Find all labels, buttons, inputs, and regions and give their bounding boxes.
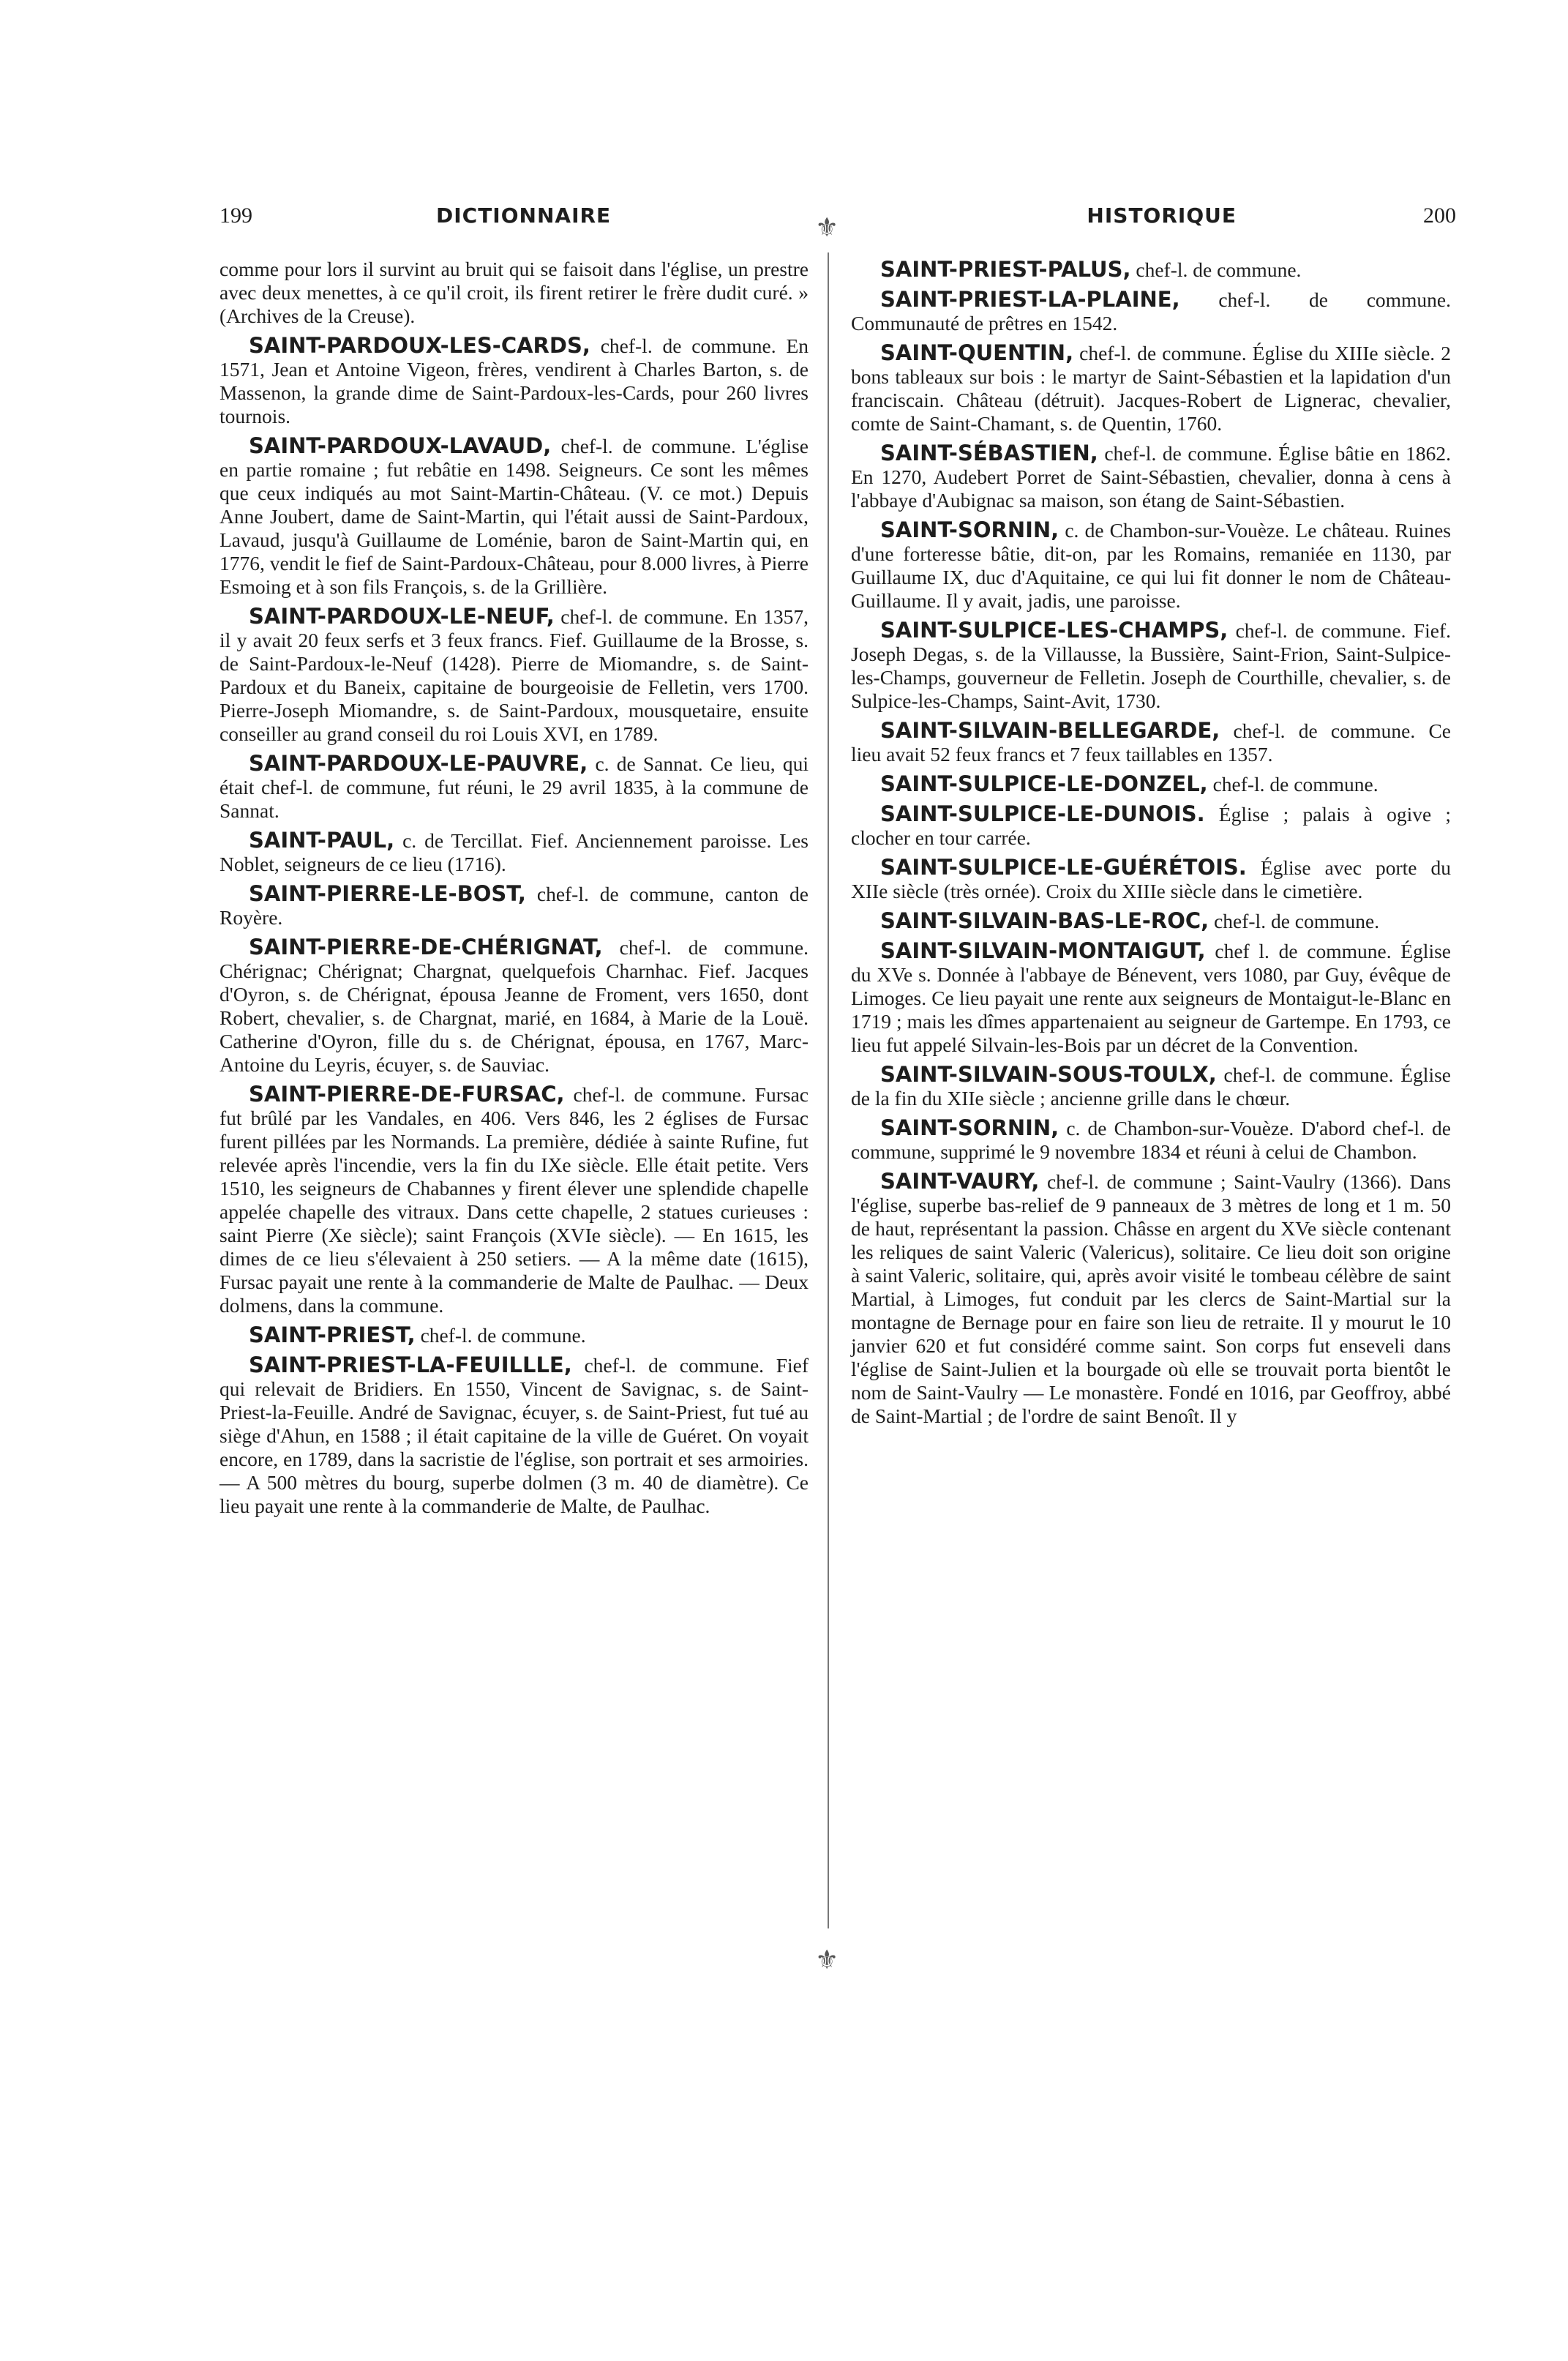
running-head-left: DICTIONNAIRE bbox=[436, 203, 612, 228]
entry-headword: SAINT-PRIEST-LA-PLAINE, bbox=[880, 287, 1180, 312]
entry-text: chef-l. de commune. Communauté de prêtres en 1542. bbox=[851, 288, 1452, 334]
fleur-de-lis-ornament-top: ⚜ bbox=[815, 213, 839, 243]
running-head-right: HISTORIQUE bbox=[1087, 203, 1237, 228]
dictionary-entry bbox=[851, 719, 1451, 766]
entry-text: chef-l. de commune. En 1357, il y avait 20 feux serfs et 3 feux francs. Fief. Guillaume de la Brosse, s. de Saint-Pardoux-le-Neuf (1428). Pierre de Miomandre, s. de Saint-Pardoux et du Baneix, capitaine de bourgeoisie de Felletin, vers 1700. Pierre-Joseph Miomandre, s. de Saint-Pardoux, mousquetaire, ensuite conseiller au grand conseil du roi Louis XVI, en 1789. bbox=[220, 605, 809, 745]
dictionary-entry bbox=[220, 935, 809, 1077]
entry-headword: SAINT-PIERRE-DE-FURSAC, bbox=[249, 1082, 565, 1107]
entry-text: c. de Chambon-sur-Vouèze. Le château. Ruines d'une forteresse bâtie, dit-on, par les Romains, remaniée en 1130, par Guillaume IX, duc d'Aquitaine, ce qui lui fit donner le nom de Château-Guillaume. Il y avait, jadis, une paroisse. bbox=[851, 519, 1451, 612]
page-number-left: 199 bbox=[220, 203, 252, 228]
dictionary-entry bbox=[220, 828, 809, 876]
column-divider bbox=[828, 252, 829, 1928]
dictionary-entry bbox=[220, 1082, 809, 1317]
entry-headword: SAINT-PARDOUX-LE-NEUF, bbox=[249, 604, 555, 629]
entry-text: chef-l. de commune. Ce lieu avait 52 feux francs et 7 feux taillables en 1357. bbox=[851, 719, 1451, 766]
entry-headword: SAINT-PIERRE-DE-CHÉRIGNAT, bbox=[249, 935, 603, 959]
entry-text: chef-l. de commune. Fursac fut brûlé par les Vandales, en 406. Vers 846, les 2 églises de Fursac furent pillées par les Normands. La première, dédiée à sainte Rufine, fut relevée après l'incendie, vers la fin du IXe siècle. Elle était petite. Vers 1510, les seigneurs de Chabannes y firent élever une splendide chapelle appelée chapelle des vitraux. Dans cette chapelle, 2 statues curieuses : saint Pierre (Xe siècle); saint François (XVIe siècle). — En 1615, les dimes de ce lieu s'élevaient à 250 setiers. — A la même date (1615), Fursac payait une rente à la commanderie de Malte de Paulhac. — Deux dolmens, dans la commune. bbox=[220, 1083, 809, 1317]
entry-headword: SAINT-PARDOUX-LAVAUD, bbox=[249, 433, 552, 458]
page-number-right: 200 bbox=[1423, 203, 1456, 228]
entry-headword: SAINT-SULPICE-LE-GUÉRÉTOIS. bbox=[880, 855, 1247, 880]
entry-text: chef-l. de commune. Fief qui relevait de Bridiers. En 1550, Vincent de Savignac, s. de Saint-Priest-la-Feuille. André de Savignac, écuyer, s. de Saint-Priest, fut tué au siège d'Ahun, en 1588 ; il était capitaine de la ville de Guéret. On voyait encore, en 1789, dans la sacristie de l'église, son portrait et ses armoiries. — A 500 mètres du bourg, superbe dolmen (3 m. 40 de diamètre). Ce lieu payait une rente à la commanderie de Malte, de Paulhac. bbox=[220, 1354, 809, 1517]
entry-text: chef-l. de commune. Fief. Joseph Degas, s. de la Villausse, la Bussière, Saint-Frion, Saint-Sulpice-les-Champs, gouverneur de Felletin. Joseph de Courthille, chevalier, s. de Sulpice-les-Champs, Saint-Avit, 1730. bbox=[851, 619, 1451, 712]
entry-text: chef-l. de commune. Chérignac; Chérignat; Chargnat, quelquefois Charnhac. Fief. Jacques d'Oyron, s. de Chérignat, épousa Jeanne de Froment, vers 1650, dont Robert, chevalier, s. de Chargnat, marié, en 1684, à Marie de la Louë. Catherine d'Oyron, fille du s. de Chérignat, épousa, en 1767, Marc-Antoine du Leyris, écuyer, s. de Sauviac. bbox=[220, 936, 809, 1076]
entry-headword: SAINT-SILVAIN-SOUS-TOULX, bbox=[880, 1062, 1217, 1087]
entry-text: c. de Chambon-sur-Vouèze. D'abord chef-l. de commune, supprimé le 9 novembre 1834 et réuni à celui de Chambon. bbox=[851, 1117, 1451, 1163]
entry-text: c. de Tercillat. Fief. Anciennement paroisse. Les Noblet, seigneurs de ce lieu (1716). bbox=[220, 829, 809, 875]
dictionary-entry bbox=[220, 434, 809, 599]
dictionary-entry bbox=[851, 441, 1451, 512]
entry-headword: SAINT-SORNIN, bbox=[880, 517, 1059, 542]
dictionary-entry bbox=[851, 856, 1451, 903]
dictionary-entry bbox=[851, 258, 1451, 282]
dictionary-entry bbox=[851, 341, 1451, 435]
dictionary-entry bbox=[851, 518, 1451, 613]
entry-text: chef l. de commune. Église du XVe s. Donnée à l'abbaye de Bénevent, vers 1080, par Guy, évêque de Limoges. Ce lieu payait une rente aux seigneurs de Montaigut-le-Blanc en 1719 ; mais les dîmes appartenaient au seigneur de Gartempe. En 1793, ce lieu fut appelé Silvain-les-Bois par un décret de la Convention. bbox=[851, 940, 1451, 1056]
fleur-de-lis-ornament-bottom: ⚜ bbox=[815, 1945, 839, 1975]
dictionary-entry bbox=[851, 1116, 1451, 1164]
entry-headword: SAINT-SÉBASTIEN, bbox=[880, 441, 1098, 465]
dictionary-entry bbox=[851, 802, 1451, 850]
entry-text: chef-l. de commune. bbox=[1212, 773, 1378, 796]
dictionary-entry bbox=[851, 939, 1451, 1057]
dictionary-entry bbox=[851, 618, 1451, 713]
left-column bbox=[220, 258, 809, 1524]
dictionary-entry bbox=[220, 1323, 809, 1347]
entry-headword: SAINT-SULPICE-LES-CHAMPS, bbox=[880, 618, 1228, 643]
entry-text: Église avec porte du XIIe siècle (très ornée). Croix du XIIIe siècle dans le cimetière. bbox=[851, 856, 1452, 902]
entry-headword: SAINT-VAURY, bbox=[880, 1169, 1040, 1194]
entry-headword: SAINT-QUENTIN, bbox=[880, 340, 1074, 365]
dictionary-entry bbox=[220, 258, 809, 328]
dictionary-entry bbox=[220, 1353, 809, 1518]
entry-headword: SAINT-PRIEST-LA-FEUILLLE, bbox=[249, 1352, 572, 1377]
entry-headword: SAINT-PAUL, bbox=[249, 828, 395, 853]
dictionary-entry bbox=[220, 882, 809, 929]
right-column bbox=[851, 258, 1451, 1434]
entry-text: chef-l. de commune. bbox=[420, 1324, 586, 1347]
dictionary-entry bbox=[220, 752, 809, 823]
entry-text: chef-l. de commune. bbox=[1136, 258, 1302, 281]
entry-headword: SAINT-PARDOUX-LE-PAUVRE, bbox=[249, 751, 588, 776]
entry-headword: SAINT-SILVAIN-MONTAIGUT, bbox=[880, 938, 1206, 963]
dictionary-entry bbox=[851, 772, 1451, 796]
entry-headword: SAINT-PIERRE-LE-BOST, bbox=[249, 881, 526, 906]
dictionary-entry bbox=[851, 1063, 1451, 1110]
entry-text: Église ; palais à ogive ; clocher en tour carrée. bbox=[851, 803, 1451, 849]
entry-headword: SAINT-SILVAIN-BELLEGARDE, bbox=[880, 718, 1220, 743]
entry-text: c. de Sannat. Ce lieu, qui était chef-l. de commune, fut réuni, le 29 avril 1835, à la commune de Sannat. bbox=[220, 752, 809, 822]
entry-text: chef-l. de commune. Église bâtie en 1862. En 1270, Audebert Porret de Saint-Sébastien, chevalier, donna à cens à l'abbaye d'Aubignac sa maison, son étang de Saint-Sébastien. bbox=[851, 442, 1452, 512]
entry-headword: SAINT-PARDOUX-LES-CARDS, bbox=[249, 333, 590, 358]
entry-headword: SAINT-SILVAIN-BAS-LE-ROC, bbox=[880, 908, 1209, 933]
entry-text: chef-l. de commune. Église du XIIIe siècle. 2 bons tableaux sur bois : le martyr de Saint-Sébastien et la lapidation d'un franciscain. Château (détruit). Jacques-Robert de Lignerac, chevalier, comte de Saint-Chamant, s. de Quentin, 1760. bbox=[851, 342, 1451, 435]
entry-headword: SAINT-SULPICE-LE-DONZEL, bbox=[880, 771, 1208, 796]
dictionary-entry bbox=[851, 909, 1451, 933]
entry-text: chef-l. de commune. bbox=[1214, 910, 1380, 932]
entry-headword: SAINT-PRIEST, bbox=[249, 1322, 416, 1347]
dictionary-entry bbox=[851, 1170, 1451, 1428]
entry-headword: SAINT-SORNIN, bbox=[880, 1115, 1059, 1140]
dictionary-entry bbox=[220, 334, 809, 428]
entry-text: chef-l. de commune ; Saint-Vaulry (1366). Dans l'église, superbe bas-relief de 9 panneaux de 3 mètres de long et 1 m. 50 de haut, représentant la passion. Châsse en argent du XVe siècle contenant les reliques de saint Valeric (Valericus), solitaire. Ce lieu doit son origine à saint Valeric, solitaire, qui, après avoir visité le tombeau célèbre de saint Martial, à Limoges, fut conduit par les clercs de Saint-Martial sur la montagne de Bernage pour en faire son lieu de retraite. Il y mourut le 10 janvier 620 et fut considéré comme saint. Son corps fut enseveli dans l'église de Saint-Julien et la bourgade où elle se trouvait porta bientôt le nom de Saint-Vaulry — Le monastère. Fondé en 1016, par Geoffroy, abbé de Saint-Martial ; de l'ordre de saint Benoît. Il y bbox=[851, 1170, 1452, 1427]
entry-headword: SAINT-SULPICE-LE-DUNOIS. bbox=[880, 801, 1205, 826]
entry-text: chef-l. de commune. Église de la fin du XIIe siècle ; ancienne grille dans le chœur. bbox=[851, 1063, 1451, 1110]
entry-text: chef-l. de commune. L'église en partie romaine ; fut rebâtie en 1498. Seigneurs. Ce sont les mêmes que ceux indiqués au mot Saint-Martin-Château. (V. ce mot.) Depuis Anne Joubert, dame de Saint-Martin, qui l'était aussi de Saint-Pardoux, Lavaud, jusqu'à Guillaume de Loménie, baron de Saint-Martin qui, en 1776, vendit le fief de Saint-Pardoux-Château, pour 8.000 livres, à Pierre Esmoing et à son fils François, s. de la Grillière. bbox=[220, 435, 809, 598]
dictionary-entry bbox=[851, 288, 1451, 335]
entry-headword: SAINT-PRIEST-PALUS, bbox=[880, 257, 1131, 282]
entry-text: chef-l. de commune. En 1571, Jean et Antoine Vigeon, frères, vendirent à Charles Barton, s. de Massenon, la grande dime de Saint-Pardoux-les-Cards, pour 260 livres tournois. bbox=[220, 334, 809, 427]
entry-text: comme pour lors il survint au bruit qui se faisoit dans l'église, un prestre avec deux menettes, à ce qu'il croit, ils firent retirer le frère dudit curé. » (Archives de la Creuse). bbox=[220, 258, 809, 327]
entry-text: chef-l. de commune, canton de Royère. bbox=[220, 883, 809, 929]
dictionary-entry bbox=[220, 605, 809, 746]
